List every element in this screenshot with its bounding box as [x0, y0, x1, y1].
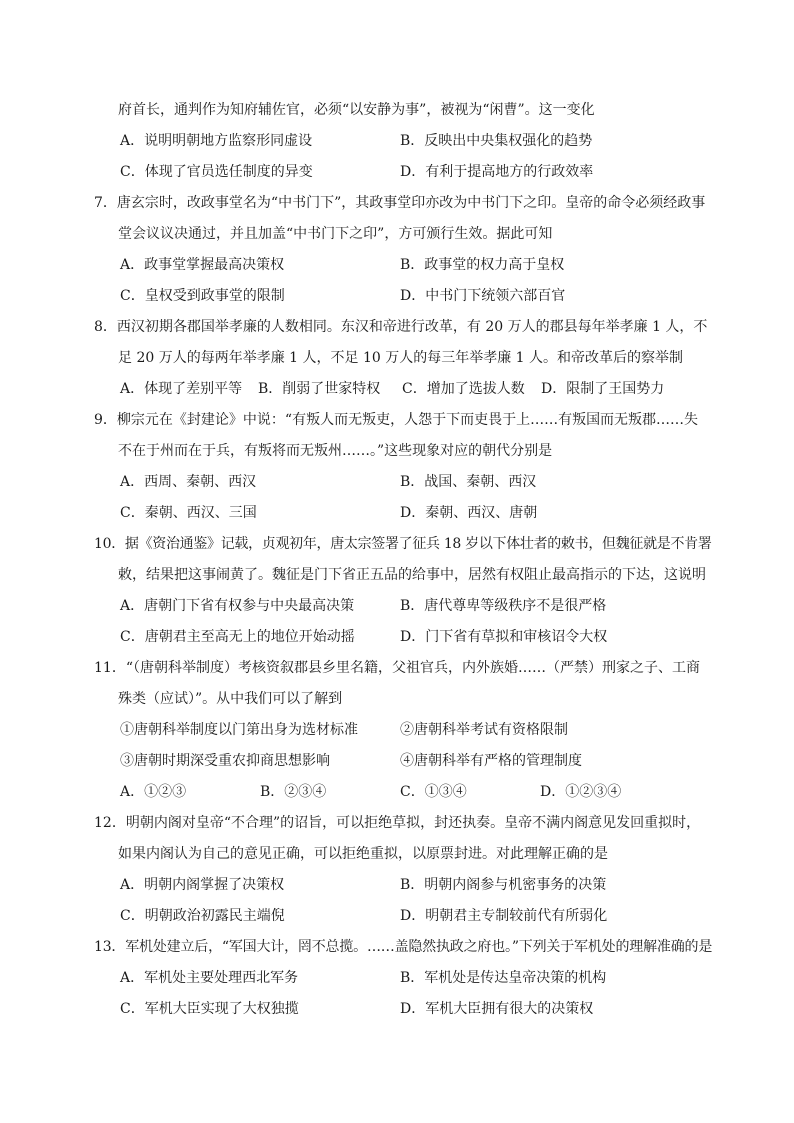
q8-stem-line-1: 8．西汉初期各郡国举孝廉的人数相同。东汉和帝进行改革，有 20 万人的郡县每年举孝廉 1 人，不 [94, 319, 708, 335]
q9-option-b: B．战国、秦朝、西汉 [400, 474, 537, 490]
q7-stem-line-2: 堂会议议决通过，并且加盖“中书门下之印”，方可颁行生效。据此可知 [118, 226, 553, 242]
q11-option-a: A．①②③ [120, 784, 187, 800]
q9-option-a: A．西周、秦朝、西汉 [120, 474, 257, 490]
q11-option-b: B．②③④ [260, 784, 327, 800]
q7-option-a: A．政事堂掌握最高决策权 [120, 257, 285, 273]
q13-option-b: B．军机处是传达皇帝决策的机构 [400, 970, 607, 986]
q11-stem-line-1: 11．“（唐朝科举制度）考核资叙郡县乡里名籍，父祖官兵，内外族婚……（严禁）刑家之子、工商 [94, 660, 700, 676]
intro-option-a: A．说明明朝地方监察形同虚设 [120, 133, 313, 149]
q7-stem-line-1: 7．唐玄宗时，改政事堂名为“中书门下”，其政事堂印亦改为中书门下之印。皇帝的命令必须经政事 [94, 195, 706, 211]
q11-statement-1: ①唐朝科举制度以门第出身为选材标准 [120, 722, 358, 738]
intro-option-c: C．体现了官员选任制度的异变 [120, 164, 313, 180]
q13-option-c: C．军机大臣实现了大权独揽 [120, 1001, 299, 1017]
q10-option-c: C．唐朝君主至高无上的地位开始动摇 [120, 629, 355, 645]
q12-option-d: D．明朝君主专制较前代有所弱化 [400, 908, 608, 924]
q9-stem-line-2: 不在于州而在于兵，有叛将而无叛州……。”这些现象对应的朝代分别是 [118, 443, 553, 459]
q11-statement-4: ④唐朝科举有严格的管理制度 [400, 753, 582, 769]
q8-option-a: A．体现了差别平等 [120, 381, 243, 397]
q11-option-c: C．①③④ [400, 784, 467, 800]
q10-stem-line-2: 敕，结果把这事闹黄了。魏征是门下省正五品的给事中，居然有权阻止最高指示的下达，这说明 [118, 567, 706, 583]
q8-option-c: C．增加了选拔人数 [402, 381, 525, 397]
q8-option-d: D．限制了王国势力 [541, 381, 665, 397]
q10-stem-line-1: 10．据《资治通鉴》记载，贞观初年，唐太宗签署了征兵 18 岁以下体壮者的敕书，但魏征就是不肯署 [94, 536, 712, 552]
q11-option-d: D．①②③④ [540, 784, 622, 800]
q12-stem-line-2: 如果内阁认为自己的意见正确，可以拒绝重拟，以原票封进。对此理解正确的是 [118, 846, 608, 862]
q10-option-d: D．门下省有草拟和审核诏令大权 [400, 629, 608, 645]
intro-option-b: B．反映出中央集权强化的趋势 [400, 133, 593, 149]
q13-option-a: A．军机处主要处理西北军务 [120, 970, 299, 986]
q9-stem-line-1: 9．柳宗元在《封建论》中说：“有叛人而无叛吏，人怨于下而吏畏于上……有叛国而无叛郡……失 [94, 412, 699, 428]
intro-text: 府首长，通判作为知府辅佐官，必须“以安静为事”，被视为“闲曹”。这一变化 [118, 102, 595, 118]
q11-statement-3: ③唐朝时期深受重农抑商思想影响 [120, 753, 330, 769]
q9-option-c: C．秦朝、西汉、三国 [120, 505, 257, 521]
q12-option-c: C．明朝政治初露民主端倪 [120, 908, 285, 924]
q12-option-b: B．明朝内阁参与机密事务的决策 [400, 877, 607, 893]
q7-option-b: B．政事堂的权力高于皇权 [400, 257, 565, 273]
q7-option-d: D．中书门下统领六部百官 [400, 288, 566, 304]
q12-stem-line-1: 12．明朝内阁对皇帝“不合理”的诏旨，可以拒绝草拟，封还执奏。皇帝不满内阁意见发回重拟时， [94, 815, 701, 831]
q8-stem-line-2: 足 20 万人的每两年举孝廉 1 人，不足 10 万人的每三年举孝廉 1 人。和帝改革后的察举制 [118, 350, 684, 366]
q12-option-a: A．明朝内阁掌握了决策权 [120, 877, 285, 893]
q8-option-b: B．削弱了世家特权 [258, 381, 381, 397]
q13-stem-line-1: 13．军机处建立后，“军国大计，罔不总揽。……盖隐然执政之府也。”下列关于军机处的理解准确的是 [94, 939, 713, 955]
q11-statement-2: ②唐朝科举考试有资格限制 [400, 722, 568, 738]
q13-option-d: D．军机大臣拥有很大的决策权 [400, 1001, 594, 1017]
q9-option-d: D．秦朝、西汉、唐朝 [400, 505, 538, 521]
q7-option-c: C．皇权受到政事堂的限制 [120, 288, 285, 304]
q10-option-a: A．唐朝门下省有权参与中央最高决策 [120, 598, 355, 614]
intro-option-d: D．有利于提高地方的行政效率 [400, 164, 594, 180]
q11-stem-line-2: 殊类（应试）”。从中我们可以了解到 [118, 691, 343, 707]
q10-option-b: B．唐代尊卑等级秩序不是很严格 [400, 598, 607, 614]
